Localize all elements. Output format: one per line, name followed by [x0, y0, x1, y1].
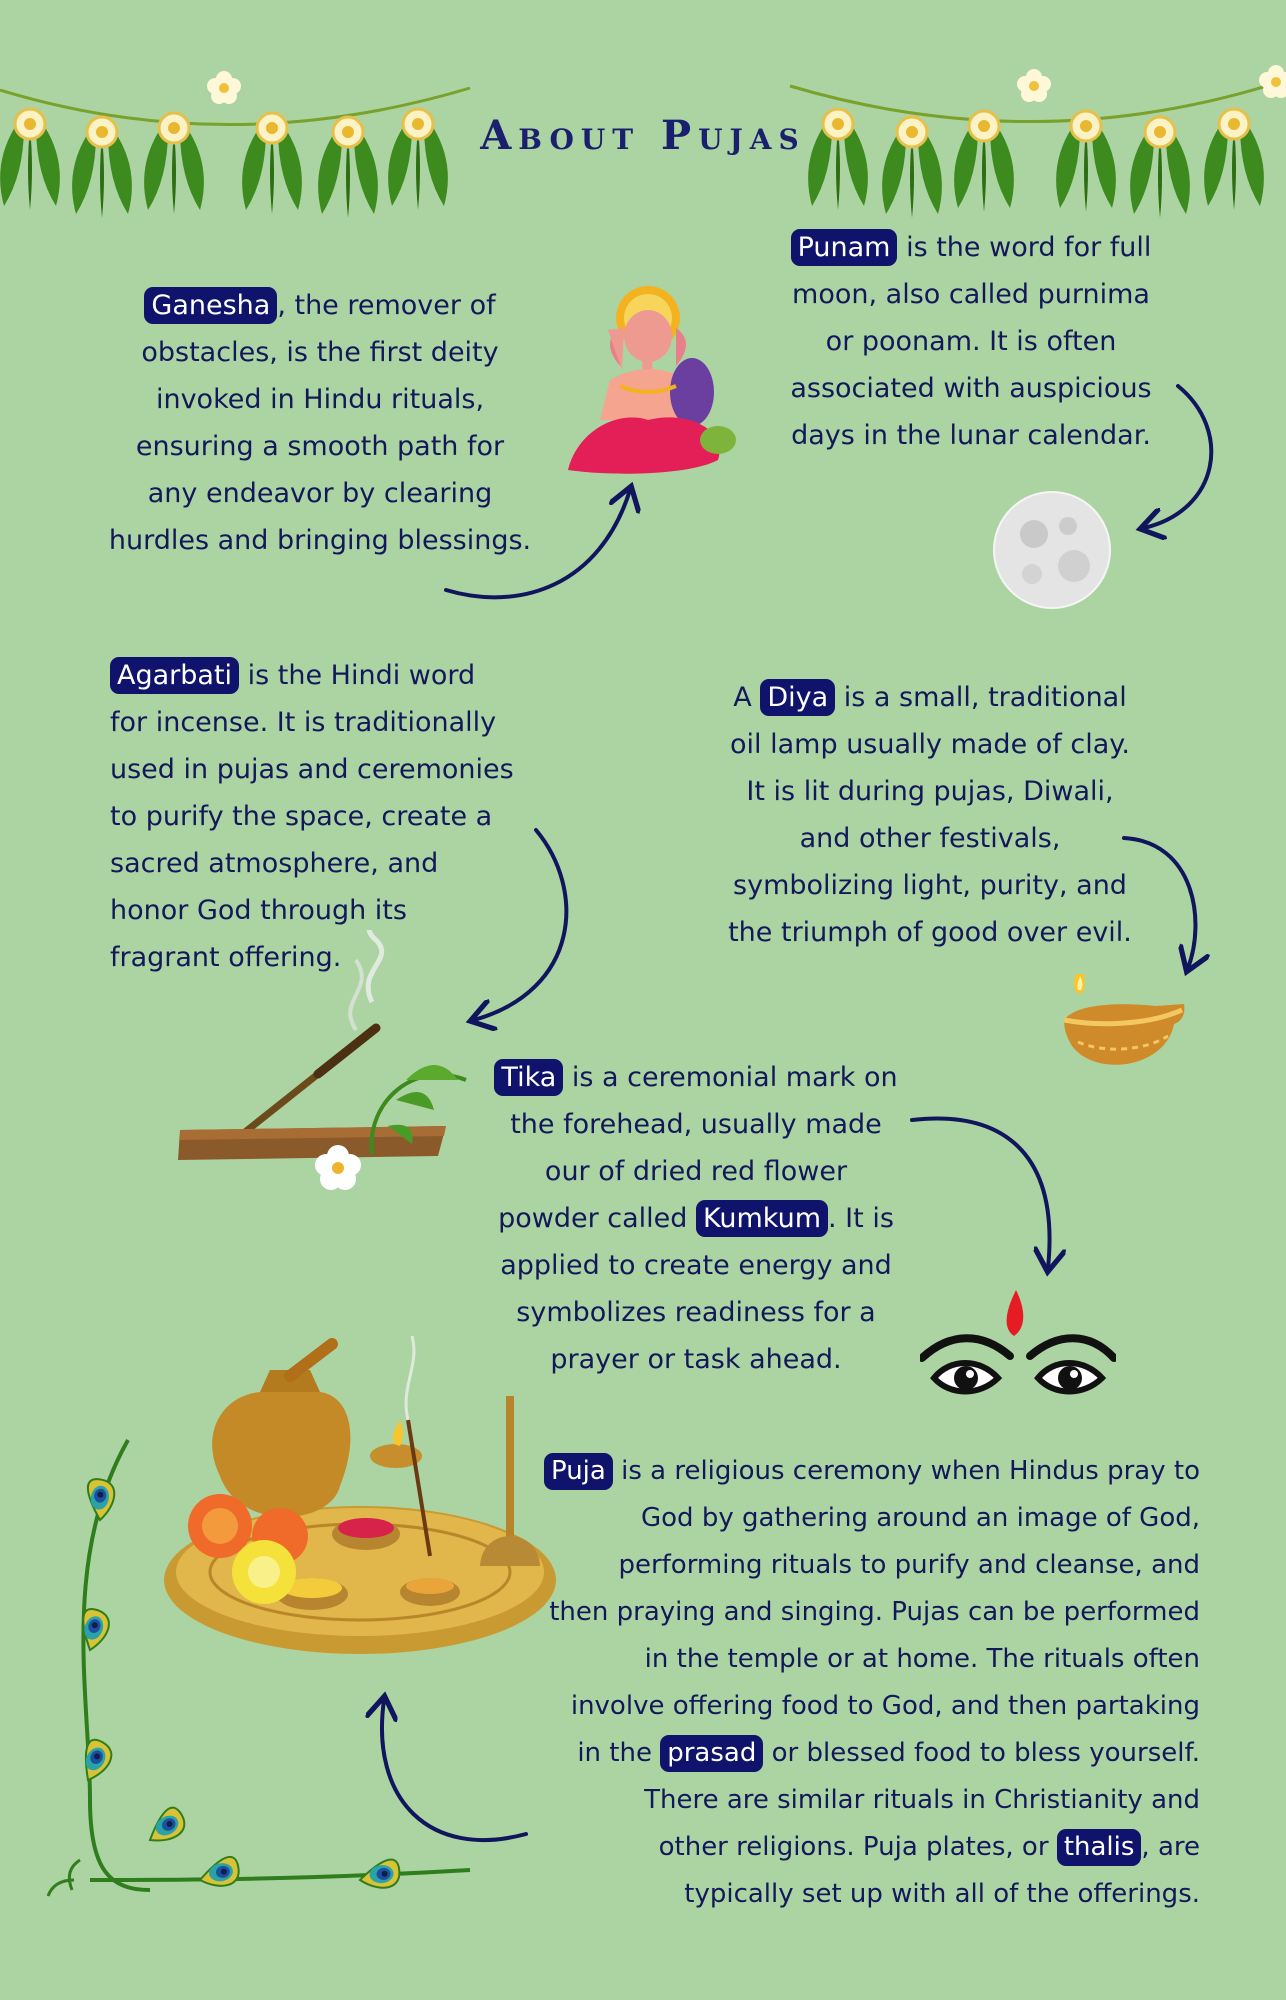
term-highlight-prasad: prasad	[660, 1735, 763, 1772]
term-highlight-thalis: thalis	[1057, 1829, 1142, 1866]
term-highlight-ganesha: Ganesha	[144, 287, 277, 324]
term-highlight-tika: Tika	[494, 1059, 563, 1096]
full-moon-icon	[992, 490, 1112, 610]
tika-eyes-icon	[920, 1286, 1116, 1412]
puja-text: Puja is a religious ceremony when Hindus pray to God by gathering around an image of God, performing rituals to purify and cleanse, and then praying and singing. Pujas can be performed in the temple or at home. The rituals often involve offering food to God, and then partaking in the prasad or blessed food to bless yourself. There are similar rituals in Christianity and other religions. Puja plates, or thalis , are typically set up with all of the offerings.	[450, 1448, 1200, 1918]
ganesha-icon	[548, 280, 738, 480]
term-highlight-puja: Puja	[544, 1453, 613, 1490]
agarbati-text: Agarbati is the Hindi word for incense. It is traditionally used in pujas and ceremonies to purify the space, create a sacred atmosphere, and honor God through its fragrant offering.	[110, 652, 550, 981]
ganesha-text: Ganesha , the remover of obstacles, is the first deity invoked in Hindu rituals, ensuring a smooth path for any endeavor by clearing hurdles and bringing blessings.	[100, 282, 540, 564]
term-highlight-agarbati: Agarbati	[110, 657, 239, 694]
page-title: About Pujas	[480, 112, 806, 159]
diya-text: A Diya is a small, traditional oil lamp usually made of clay. It is lit during pujas, Diwali, and other festivals, symbolizing light, purity, and the triumph of good over evil.	[720, 674, 1140, 956]
punam-text: Punam is the word for full moon, also called purnima or poonam. It is often associated with auspicious days in the lunar calendar.	[766, 224, 1176, 459]
diya-lamp-icon	[1056, 974, 1196, 1084]
term-highlight-diya: Diya	[760, 679, 835, 716]
tika-text: Tika is a ceremonial mark on the forehead, usually made our of dried red flower powder called Kumkum . It is applied to create energy and symbolizes readiness for a prayer or task ahead.	[486, 1054, 906, 1383]
term-highlight-kumkum: Kumkum	[696, 1200, 828, 1237]
arrow-tika	[912, 1119, 1050, 1268]
term-highlight-punam: Punam	[791, 229, 898, 266]
